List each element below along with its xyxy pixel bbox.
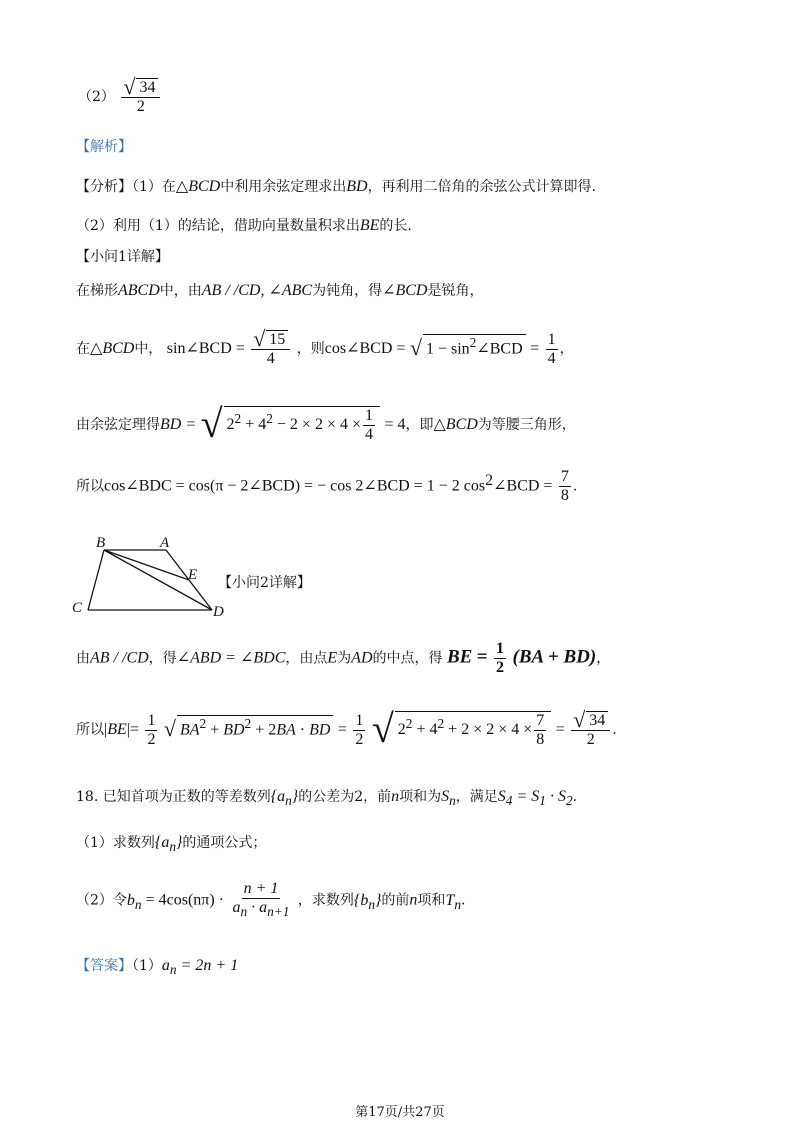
radical-icon: √ [409,335,422,360]
expr: ∠BCD [476,340,523,357]
answer-label: 【答案】 [76,958,132,974]
math-an [161,957,239,978]
text: 所以 [76,478,104,495]
den: 2 [496,659,505,676]
expr: + [206,721,224,738]
math-n: n [391,788,400,805]
num: 7 [536,711,545,729]
text: ，满足 [455,789,498,805]
text: ，即 [405,417,434,433]
expr: } [176,834,183,851]
expr: 2 [397,721,406,738]
fenxi-line1 [76,176,596,196]
expr: {b [353,891,369,909]
text: 为 [337,650,352,667]
answer-part2-den: 2 [136,98,145,115]
eq: = [555,721,565,738]
math-angles: ∠ABD = ∠BDC [176,649,286,667]
text: 的通项公式； [182,835,267,851]
sup: 2 [469,334,477,350]
triangle-icon: △ [433,416,446,433]
num: 15 [266,330,288,349]
line-cos-bdc [76,468,577,505]
math-expr: ∠BCD = [493,477,553,495]
den [230,899,291,921]
eq: = [530,340,540,357]
text: 由 [76,650,90,667]
fenxi-text: （2）利用（1）的结论，借助向量数量积求出 [76,218,360,234]
sup: 2 [405,715,413,731]
expr: S [497,788,506,805]
text: 在 [76,341,90,357]
edge-bc [88,550,104,610]
sup: 2 [199,715,207,731]
triangle-icon: △ [90,340,103,357]
vector-bd: BD [223,721,245,738]
math-bn [126,891,142,912]
jiexi-label: 【解析】 [76,139,132,155]
sub: n [285,793,292,809]
math-n: n [409,891,418,909]
expr: + 2 [251,721,277,738]
expr: {a [270,788,286,805]
sub: n [449,793,456,809]
den: 8 [560,487,569,504]
fraction-1-2 [145,712,157,749]
math-tn [445,891,461,912]
fraction-bn [230,880,291,921]
expr: {a [154,834,170,851]
question-18-part1 [76,832,266,855]
text: ，得 [148,650,177,667]
sup: 2 [485,471,494,489]
math-bcd: BCD [188,178,221,195]
math-ad: AD [351,649,373,667]
label-d: D [213,604,224,620]
num: 1 [355,711,364,729]
question-18-part2 [76,880,465,921]
eq: |= [126,721,139,738]
math-e: E [327,649,338,667]
line-sin-cos [76,326,574,368]
math-bcd: BCD [102,340,135,357]
math-sn [441,788,456,809]
text: ， [559,341,574,357]
sup: 2 [234,410,242,426]
text: 的公差为2，前 [298,789,392,805]
fraction-1-2 [353,712,365,749]
expr: + 2 × 2 × 4 × [444,721,533,738]
sub: 4 [505,793,513,809]
expr: } [375,891,382,909]
den: 2 [355,730,364,748]
fenxi-text: 的长. [379,218,412,234]
num: 7 [560,468,569,485]
fenxi-text: （1）在 [132,179,176,195]
den: 8 [536,730,545,748]
page-footer: 第17页/共27页 [355,1105,445,1120]
sub: n [134,896,142,912]
math-cos: cos∠BCD = [324,340,406,357]
answer-line [76,955,238,978]
radical-icon: √ [371,706,394,751]
label-c: C [72,600,83,616]
text: ， [596,650,611,667]
text: （1）求数列 [76,835,155,851]
math-condition [497,788,573,809]
bar: | [104,721,108,738]
vector-be: BE [446,646,473,668]
fenxi-label: 【分析】 [76,179,132,195]
fraction-sqrt15-4: $\frac{√ 15}{4}$ [251,330,290,368]
radical-icon: √ [163,716,176,741]
line-trapezoid [76,280,483,300]
num: 1 [547,330,556,348]
set-bn [353,891,382,912]
text: ，则 [296,341,325,357]
vector-ba: BA [179,721,200,738]
sup: 2 [266,410,273,426]
line-magnitude [76,705,617,752]
answer-part2-num: 34 [136,78,158,97]
vector-ba: BA [276,721,296,738]
sup: 2 [244,715,252,731]
expr: a [161,957,170,974]
text: 是锐角， [427,283,484,299]
eq: = [476,646,488,668]
sub: 2 [565,793,573,809]
text: . [460,892,466,909]
answer-part2-prefix: （2） [78,89,115,105]
den: 4 [547,349,556,367]
fraction-7-8 [559,468,571,505]
expr: · [295,721,310,738]
math-parallel: AB / /CD [90,649,149,667]
text: 的前 [381,892,410,909]
text: 中，由 [159,283,202,299]
sub: n [368,896,375,912]
fenxi-text: 中利用余弦定理求出 [220,179,347,195]
math-expr: = 4cos(nπ) · [141,891,225,909]
sqrt-expr [224,406,380,444]
vector-bd: BD [309,721,331,738]
expr: b [126,891,135,909]
expr: + 4 [412,721,438,738]
expr: 1 − sin [425,340,470,357]
label-a: A [160,535,170,551]
den: 2 [147,730,156,748]
q1-label: 【小问1详解】 [76,249,169,265]
text: 中， [134,341,163,357]
math-sin: sin∠BCD = [166,340,245,357]
trapezoid-figure [66,532,236,622]
expr: 2 [226,416,235,433]
math-be: BE [359,217,380,234]
triangle-icon: △ [175,178,189,195]
text: 的中点，得 [372,650,443,667]
expr: · a [247,899,268,916]
answer-part2 [78,74,162,116]
expr: } [291,788,299,805]
text: 为等腰三角形， [477,417,576,433]
sub: n+1 [267,904,290,920]
label-b: B [96,535,106,551]
text: 18. 已知首项为正数的等差数列 [76,789,271,805]
sub: n [454,896,461,912]
text: （2）令 [76,892,127,909]
expr: · S [545,788,566,805]
sup: 2 [437,715,445,731]
text: 由余弦定理得 [76,417,160,433]
num: 1 [365,406,373,424]
eq: = 4 [384,416,406,433]
expr: S [441,788,450,805]
math-parallel: AB / /CD, ∠ABC [201,282,313,299]
q2-label: 【小问2详解】 [218,575,311,591]
num: n + 1 [243,880,279,897]
sub: n [240,904,248,920]
math-abcd: ABCD [118,282,160,299]
eq: = [337,721,347,738]
question-18 [76,786,577,809]
text: 在梯形 [76,283,118,299]
text: 为钝角，得 [312,283,383,299]
den: 2 [586,731,595,748]
text: ，由点 [285,650,328,667]
math-angle-bcd: ∠BCD [382,282,428,299]
text: 所以 [76,722,104,738]
num: 34 [586,711,608,730]
den: 4 [266,350,275,367]
sqrt-expr [177,715,333,739]
text: . [572,478,578,495]
expr: − 2 × 2 × 4 × [272,416,361,433]
text: ，求数列 [297,892,354,909]
math-bcd: BCD [445,416,478,433]
vector-be: BE [107,721,127,738]
text: 项和为 [399,789,442,805]
fraction-sqrt34-2: $\frac{√ 34}{2}$ [571,711,610,749]
line-cosine-law [76,400,576,447]
text: 项和 [417,892,446,909]
expr: + 4 [241,416,267,433]
sqrt-expr [395,711,551,749]
sub: n [169,962,177,978]
set-an [270,788,299,809]
text: （1） [132,958,162,974]
text: . [572,789,578,805]
fenxi-line2 [76,215,412,235]
expr: = 2n + 1 [176,957,239,974]
answer-part2-fraction: $\frac{√ 34}{2}$ [121,78,160,116]
radical-icon: √ [200,401,223,446]
den: 4 [365,425,373,443]
math-bd: BD = [160,416,197,433]
expr: T [445,891,455,909]
segment-be [104,550,189,580]
num: 1 [496,640,505,657]
expr: = S [512,788,540,805]
vector-sum: (BA + BD) [512,646,597,668]
sqrt-expr [423,334,526,358]
math-bd: BD [346,178,368,195]
math-expr: cos∠BDC = cos(π − 2∠BCD) = − cos 2∠BCD = 1 − 2 cos [104,477,486,495]
set-an [154,834,183,855]
expr: a [232,899,241,916]
num: 1 [147,711,156,729]
text: . [612,722,617,738]
fraction-1-2 [494,640,506,677]
sub: 1 [539,793,546,809]
line-midpoint [76,640,610,677]
sub: n [169,839,176,855]
label-e: E [188,567,198,583]
fraction-1-4 [546,331,558,368]
fenxi-text: ，再利用二倍角的余弦公式计算即得. [367,179,597,195]
